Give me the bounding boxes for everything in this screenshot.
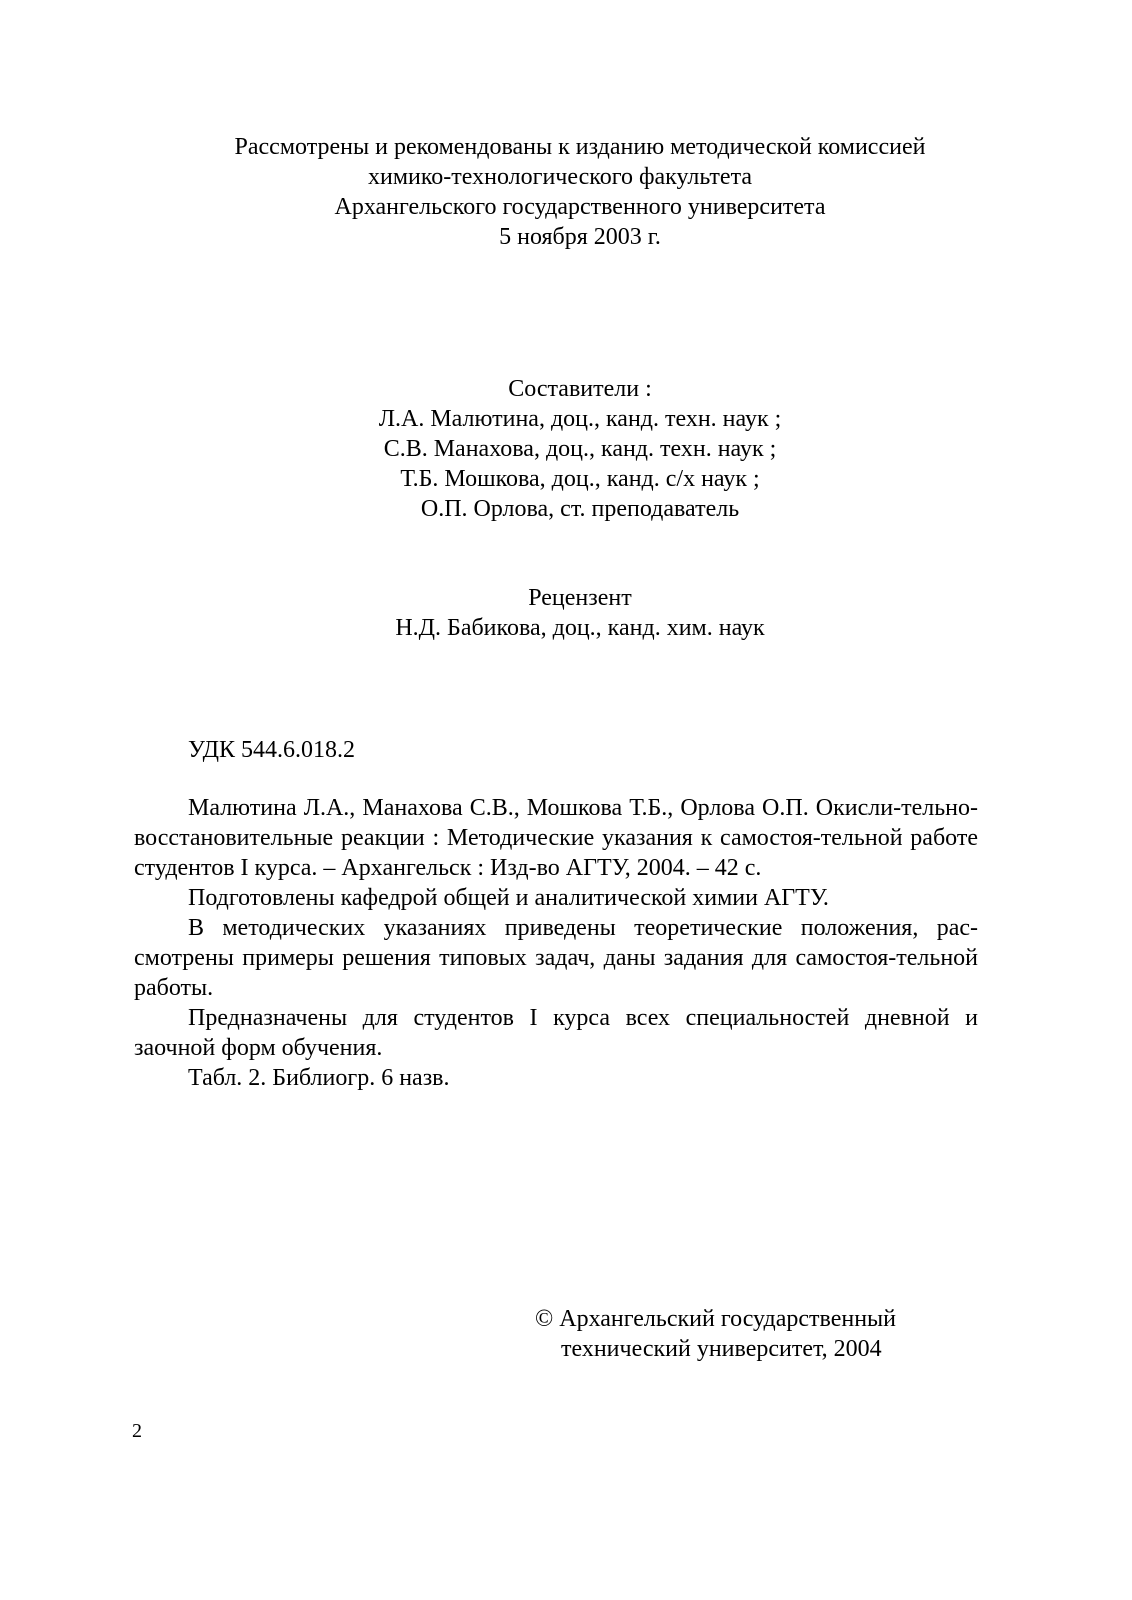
copyright-line-1: © Архангельский государственный [535, 1306, 897, 1332]
compiler-item: О.П. Орлова, ст. преподаватель [420, 496, 740, 522]
compilers-heading: Составители : [508, 376, 652, 402]
compiler-item: С.В. Манахова, доц., канд. техн. наук ; [383, 436, 777, 462]
reviewer-name: Н.Д. Бабикова, доц., канд. хим. наук [395, 615, 765, 641]
compiler-item: Л.А. Малютина, доц., канд. техн. наук ; [378, 406, 782, 432]
compiler-item: Т.Б. Мошкова, доц., канд. с/х наук ; [400, 466, 760, 492]
bibliographic-citation: Малютина Л.А., Манахова С.В., Мошкова Т.Б., Орлова О.П. Окисли-тельно-восстановительные реакции : Методические указания к самостоя-тельной работе студентов I курса. – Архангельск : Изд-во АГТУ, 2004. – 42 с. [134, 795, 978, 881]
copyright-line-2: технический университет, 2004 [561, 1336, 882, 1362]
reviewer-heading: Рецензент [528, 585, 632, 611]
prepared-by: Подготовлены кафедрой общей и аналитической химии АГТУ. [188, 885, 829, 911]
intended-audience: Предназначены для студентов I курса всех специальностей дневной и заочной форм обучения. [134, 1005, 978, 1061]
description: В методических указаниях приведены теоретические положения, рас-смотрены примеры решения типовых задач, даны задания для самостоя-тельной работы. [134, 915, 978, 1001]
approval-notice [180, 132, 980, 252]
abstract-block [134, 793, 978, 1093]
copyright-notice [535, 1304, 935, 1364]
compilers-block [330, 374, 830, 524]
approval-line-1: Рассмотрены и рекомендованы к изданию методической комиссией [234, 134, 926, 160]
approval-date: 5 ноября 2003 г. [499, 224, 661, 250]
approval-line-2: химико-технологического факультета [367, 164, 753, 190]
reviewer-block [330, 583, 830, 643]
udk-code: УДК 544.6.018.2 [188, 737, 355, 763]
approval-line-3: Архангельского государственного университета [334, 194, 826, 220]
tables-bibliography: Табл. 2. Библиогр. 6 назв. [188, 1065, 450, 1091]
page-number: 2 [132, 1420, 142, 1442]
